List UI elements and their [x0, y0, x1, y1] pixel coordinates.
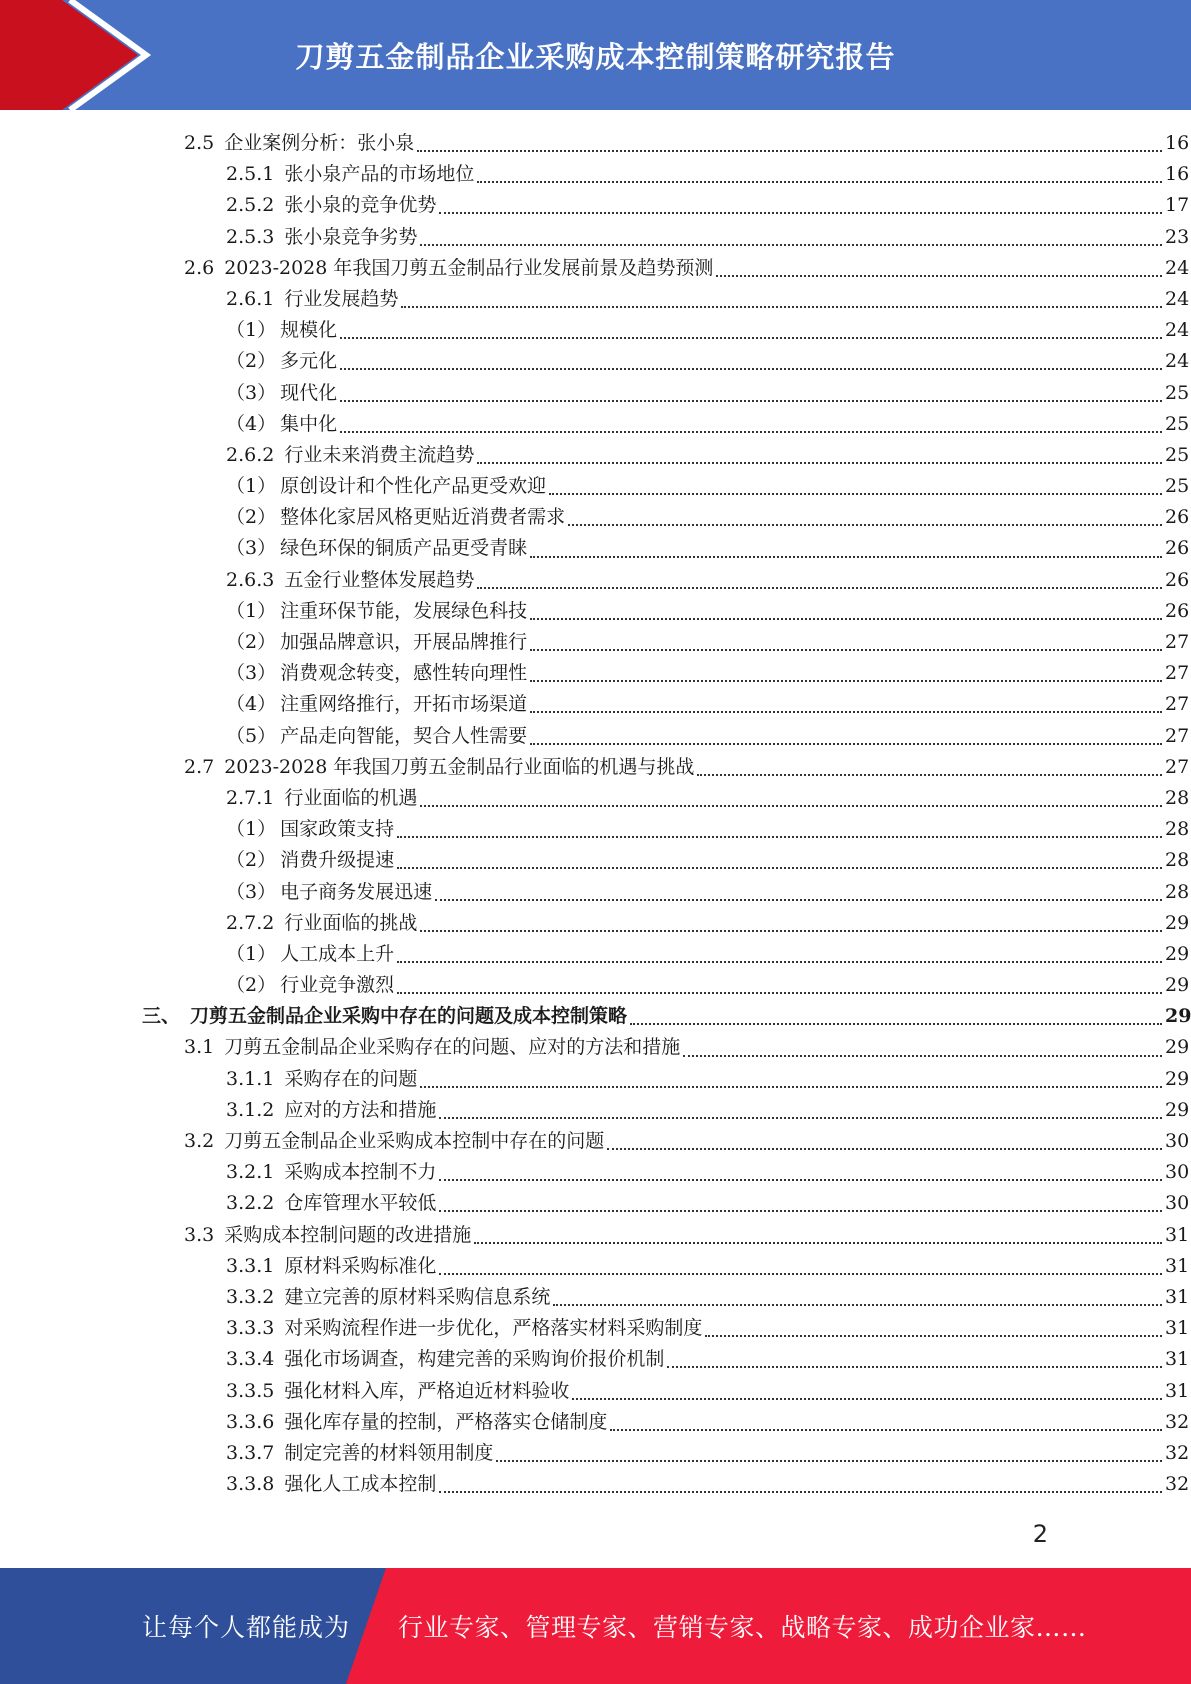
toc-entry-title: 注重环保节能，发展绿色科技: [280, 599, 528, 622]
toc-entry-page: 16: [1165, 163, 1190, 186]
toc-entry-number: 3.2: [184, 1130, 215, 1152]
toc-entry-page: 27: [1165, 724, 1190, 747]
toc-entry[interactable]: [0, 1032, 1189, 1063]
toc-dot-leader: [530, 617, 1162, 620]
toc-entry-page: 31: [1165, 1379, 1190, 1402]
toc-dot-leader: [439, 1490, 1162, 1493]
toc-dot-leader: [397, 991, 1162, 994]
toc-entry[interactable]: [0, 658, 1189, 689]
toc-entry-page: 28: [1165, 818, 1190, 841]
toc-entry-title: 消费观念转变，感性转向理性: [280, 662, 528, 685]
report-title: 刀剪五金制品企业采购成本控制策略研究报告: [295, 39, 896, 74]
toc-dot-leader: [401, 305, 1162, 308]
toc-entry-number: 2.6.1: [226, 287, 275, 310]
toc-entry[interactable]: [0, 596, 1189, 627]
toc-entry-page: 28: [1165, 786, 1190, 809]
toc-dot-leader: [530, 742, 1162, 745]
toc-entry[interactable]: [0, 502, 1189, 533]
toc-entry-page: 30: [1165, 1161, 1190, 1184]
toc-entry-number: 2.7.1: [226, 786, 275, 809]
toc-entry-page: 29: [1165, 1098, 1190, 1121]
toc-entry[interactable]: [0, 970, 1189, 1001]
toc-dot-leader: [530, 648, 1162, 651]
toc-dot-leader: [697, 773, 1162, 776]
toc-entry-page: 25: [1165, 475, 1190, 498]
toc-dot-leader: [572, 1397, 1162, 1400]
toc-dot-leader: [420, 1085, 1162, 1088]
toc-entry-page: 24: [1165, 319, 1190, 342]
toc-entry-page: 29: [1165, 1067, 1190, 1090]
toc-entry-title: 原材料采购标准化: [284, 1254, 437, 1277]
toc-entry-number: （1）: [226, 475, 277, 498]
toc-entry-number: 3.3.3: [226, 1317, 275, 1340]
toc-entry-title: 张小泉产品的市场地位: [284, 163, 475, 186]
toc-entry-page: 31: [1165, 1317, 1190, 1340]
toc-entry[interactable]: [0, 409, 1189, 440]
toc-dot-leader: [477, 180, 1162, 183]
toc-dot-leader: [439, 1178, 1162, 1181]
toc-dot-leader: [630, 1022, 1162, 1025]
toc-entry[interactable]: [0, 128, 1189, 159]
toc-entry-page: 27: [1165, 662, 1190, 685]
toc-dot-leader: [439, 1116, 1162, 1119]
toc-entry[interactable]: [0, 222, 1189, 253]
toc-entry[interactable]: [0, 315, 1189, 346]
toc-dot-leader: [397, 835, 1162, 838]
toc-entry[interactable]: [0, 1095, 1189, 1126]
toc-entry-title: 建立完善的原材料采购信息系统: [284, 1285, 551, 1308]
toc-entry-number: （2）: [226, 350, 277, 373]
toc-dot-leader: [340, 399, 1162, 402]
toc-entry[interactable]: [0, 1438, 1189, 1469]
toc-entry-number: 2.5.3: [226, 225, 275, 248]
toc-entry-title: 国家政策支持: [280, 818, 395, 841]
toc-dot-leader: [435, 898, 1162, 901]
toc-entry-page: 24: [1165, 287, 1190, 310]
toc-entry-title: 2023-2028 年我国刀剪五金制品行业面临的机遇与挑战: [224, 755, 695, 778]
toc-entry-title: 行业发展趋势: [284, 287, 399, 310]
toc-entry-title: 企业案例分析：张小泉: [224, 132, 415, 154]
toc-entry-number: （1）: [226, 319, 277, 342]
toc-entry-title: 行业面临的挑战: [284, 911, 418, 934]
toc-entry-page: 28: [1165, 880, 1190, 903]
toc-entry[interactable]: [0, 1064, 1189, 1095]
toc-dot-leader: [530, 710, 1162, 713]
toc-dot-leader: [397, 960, 1162, 963]
toc-dot-leader: [420, 929, 1162, 932]
toc-dot-leader: [530, 679, 1162, 682]
toc-entry[interactable]: [0, 190, 1189, 221]
toc-entry[interactable]: [0, 1282, 1189, 1313]
toc-entry[interactable]: [0, 877, 1189, 908]
toc-dot-leader: [439, 211, 1162, 214]
toc-entry[interactable]: [0, 1220, 1189, 1251]
toc-dot-leader: [340, 336, 1162, 339]
toc-entry-number: 3.3.5: [226, 1379, 275, 1402]
toc-entry[interactable]: [0, 783, 1189, 814]
toc-entry-page: 31: [1165, 1285, 1190, 1308]
toc-entry-number: （4）: [226, 693, 277, 716]
toc-entry-number: 3.3.2: [226, 1285, 275, 1308]
toc-entry[interactable]: [0, 1157, 1189, 1188]
toc-entry-page: 24: [1165, 350, 1190, 373]
toc-entry-number: 3.3.6: [226, 1410, 275, 1433]
toc-entry[interactable]: [0, 689, 1189, 720]
report-header: [0, 0, 1191, 110]
toc-entry[interactable]: [0, 565, 1189, 596]
toc-entry-title: 电子商务发展迅速: [280, 880, 433, 903]
toc-entry[interactable]: [0, 939, 1189, 970]
toc-entry-page: 24: [1165, 256, 1190, 279]
toc-dot-leader: [420, 243, 1162, 246]
toc-entry-page: 29: [1165, 1036, 1190, 1059]
toc-entry-title: 整体化家居风格更贴近消费者需求: [280, 506, 566, 529]
toc-entry-title: 注重网络推行，开拓市场渠道: [280, 693, 528, 716]
toc-entry-number: （3）: [226, 662, 277, 685]
toc-entry-title: 张小泉竞争劣势: [284, 225, 418, 248]
toc-entry-page: 28: [1165, 849, 1190, 872]
toc-entry-title: 现代化: [280, 381, 338, 404]
toc-entry-title: 强化材料入库，严格迫近材料验收: [284, 1379, 570, 1402]
toc-dot-leader: [340, 367, 1162, 370]
toc-entry-title: 强化市场调查，构建完善的采购询价报价机制: [284, 1348, 665, 1371]
toc-entry-number: （4）: [226, 412, 277, 435]
toc-entry-title: 人工成本上升: [280, 942, 395, 965]
toc-entry-title: 刀剪五金制品企业采购中存在的问题及成本控制策略: [190, 1005, 628, 1028]
toc-entry[interactable]: [0, 1126, 1189, 1157]
toc-entry[interactable]: [0, 159, 1189, 190]
toc-entry-page: 29: [1165, 1005, 1191, 1028]
toc-entry-page: 16: [1165, 132, 1190, 154]
toc-dot-leader: [477, 586, 1162, 589]
toc-entry-title: 原创设计和个性化产品更受欢迎: [280, 475, 547, 498]
toc-dot-leader: [397, 866, 1162, 869]
footer-slogan-left: 让每个人都能成为: [142, 1613, 351, 1642]
toc-entry-page: 27: [1165, 693, 1190, 716]
toc-entry[interactable]: [0, 1407, 1189, 1438]
toc-dot-leader: [439, 1272, 1162, 1275]
toc-entry-number: 3.3.7: [226, 1441, 275, 1464]
toc-entry-number: （3）: [226, 537, 277, 560]
toc-entry-page: 32: [1165, 1410, 1190, 1433]
toc-entry-title: 多元化: [280, 350, 338, 373]
toc-entry[interactable]: [0, 1469, 1189, 1500]
toc-entry-page: 30: [1165, 1130, 1190, 1152]
toc-entry-page: 30: [1165, 1192, 1190, 1215]
toc-entry-number: 3.3: [184, 1223, 215, 1246]
toc-entry-number: （2）: [226, 631, 277, 653]
toc-entry-title: 行业未来消费主流趋势: [284, 443, 475, 466]
toc-entry-number: 3.3.4: [226, 1348, 275, 1371]
footer-banner: [0, 1568, 1191, 1684]
toc-dot-leader: [705, 1334, 1162, 1337]
toc-dot-leader: [568, 523, 1162, 526]
toc-entry-number: （2）: [226, 849, 277, 872]
toc-entry-number: 3.2.1: [226, 1161, 275, 1184]
header-arrow-decoration: [0, 0, 160, 110]
toc-entry-page: 26: [1165, 599, 1190, 622]
toc-entry-number: （1）: [226, 599, 277, 622]
toc-entry[interactable]: [0, 908, 1189, 939]
toc-entry-number: 2.5: [184, 132, 215, 154]
toc-dot-leader: [716, 274, 1162, 277]
toc-entry-number: 2.5.2: [226, 194, 275, 217]
toc-entry-page: 29: [1165, 911, 1190, 934]
toc-dot-leader: [610, 1428, 1162, 1431]
toc-entry-title: 对采购流程作进一步优化，严格落实材料采购制度: [284, 1317, 703, 1340]
toc-entry-number: 3.2.2: [226, 1192, 275, 1215]
toc-entry-title: 张小泉的竞争优势: [284, 194, 437, 217]
toc-entry[interactable]: [0, 752, 1189, 783]
toc-entry-number: （1）: [226, 818, 277, 841]
toc-entry-title: 采购存在的问题: [284, 1067, 418, 1090]
toc-entry-number: （5）: [226, 724, 277, 747]
toc-entry-number: （3）: [226, 381, 277, 404]
toc-entry-title: 采购成本控制问题的改进措施: [224, 1223, 472, 1246]
toc-dot-leader: [683, 1054, 1162, 1057]
toc-entry-title: 消费升级提速: [280, 849, 395, 872]
toc-entry-title: 2023-2028 年我国刀剪五金制品行业发展前景及趋势预测: [224, 256, 714, 279]
toc-entry[interactable]: [0, 1344, 1189, 1375]
toc-entry-page: 26: [1165, 506, 1190, 529]
toc-entry-title: 行业面临的机遇: [284, 786, 418, 809]
toc-entry[interactable]: [0, 1001, 1189, 1032]
toc-entry-number: （1）: [226, 942, 277, 965]
toc-entry-page: 25: [1165, 412, 1190, 435]
toc-entry-page: 25: [1165, 443, 1190, 466]
toc-entry-page: 27: [1165, 631, 1190, 653]
toc-entry-title: 刀剪五金制品企业采购存在的问题、应对的方法和措施: [224, 1036, 681, 1059]
toc-entry[interactable]: [0, 1376, 1189, 1407]
toc-entry-title: 五金行业整体发展趋势: [284, 568, 475, 591]
toc-dot-leader: [477, 461, 1162, 464]
toc-entry-page: 29: [1165, 974, 1190, 997]
toc-entry[interactable]: [0, 346, 1189, 377]
toc-entry-title: 采购成本控制不力: [284, 1161, 437, 1184]
toc-dot-leader: [474, 1241, 1162, 1244]
toc-entry[interactable]: [0, 284, 1189, 315]
toc-dot-leader: [439, 1209, 1162, 1212]
toc-entry-title: 应对的方法和措施: [284, 1098, 437, 1121]
toc-entry-page: 26: [1165, 537, 1190, 560]
toc-dot-leader: [667, 1365, 1162, 1368]
toc-entry-title: 强化人工成本控制: [284, 1473, 437, 1496]
toc-entry-page: 27: [1165, 755, 1190, 778]
toc-entry-number: 3.1: [184, 1036, 215, 1059]
toc-entry-title: 加强品牌意识，开展品牌推行: [280, 631, 528, 653]
toc-entry-number: 三、: [142, 1005, 181, 1028]
toc-dot-leader: [607, 1147, 1162, 1150]
toc-entry[interactable]: [0, 471, 1189, 502]
toc-entry-page: 29: [1165, 942, 1190, 965]
toc-entry[interactable]: [0, 814, 1189, 845]
table-of-contents: [0, 128, 1191, 1500]
toc-entry-title: 制定完善的材料领用制度: [284, 1441, 494, 1464]
toc-entry-number: 2.6.3: [226, 568, 275, 591]
toc-entry-title: 强化库存量的控制，严格落实仓储制度: [284, 1410, 608, 1433]
toc-entry[interactable]: [0, 533, 1189, 564]
toc-entry-title: 规模化: [280, 319, 338, 342]
toc-entry[interactable]: [0, 845, 1189, 876]
toc-entry[interactable]: [0, 253, 1189, 284]
toc-dot-leader: [549, 492, 1162, 495]
toc-entry-page: 32: [1165, 1473, 1190, 1496]
toc-entry-page: 31: [1165, 1223, 1190, 1246]
toc-entry-number: 3.1.2: [226, 1098, 275, 1121]
toc-entry[interactable]: [0, 378, 1189, 409]
toc-entry-title: 产品走向智能，契合人性需要: [280, 724, 528, 747]
toc-entry-number: （2）: [226, 974, 277, 997]
toc-entry-page: 26: [1165, 568, 1190, 591]
toc-entry-page: 23: [1165, 225, 1190, 248]
toc-entry-title: 刀剪五金制品企业采购成本控制中存在的问题: [224, 1130, 605, 1152]
toc-entry-page: 32: [1165, 1441, 1190, 1464]
toc-entry-number: 2.7.2: [226, 911, 275, 934]
toc-entry[interactable]: [0, 1188, 1189, 1219]
toc-entry-number: （2）: [226, 506, 277, 529]
toc-entry-number: 3.3.1: [226, 1254, 275, 1277]
toc-entry-number: （3）: [226, 880, 277, 903]
toc-entry[interactable]: [0, 627, 1189, 658]
toc-dot-leader: [420, 804, 1162, 807]
toc-entry-page: 25: [1165, 381, 1190, 404]
toc-dot-leader: [530, 555, 1162, 558]
toc-entry[interactable]: [0, 1313, 1189, 1344]
toc-entry[interactable]: [0, 721, 1189, 752]
footer-slogan-right: 行业专家、管理专家、营销专家、战略专家、成功企业家……: [398, 1613, 1087, 1642]
toc-entry-number: 2.6.2: [226, 443, 275, 466]
toc-entry-page: 31: [1165, 1348, 1190, 1371]
toc-entry-number: 2.7: [184, 755, 215, 778]
toc-dot-leader: [417, 149, 1162, 152]
toc-entry-page: 31: [1165, 1254, 1190, 1277]
toc-entry-title: 绿色环保的铜质产品更受青睐: [280, 537, 528, 560]
toc-entry-number: 2.6: [184, 256, 215, 279]
toc-dot-leader: [553, 1303, 1162, 1306]
toc-entry-title: 仓库管理水平较低: [284, 1192, 437, 1215]
toc-entry-title: 行业竞争激烈: [280, 974, 395, 997]
toc-entry[interactable]: [0, 1251, 1189, 1282]
page-number: 2: [1032, 1520, 1048, 1548]
toc-entry-title: 集中化: [280, 412, 338, 435]
toc-dot-leader: [496, 1459, 1162, 1462]
toc-entry-page: 17: [1165, 194, 1190, 217]
toc-entry-number: 3.3.8: [226, 1473, 275, 1496]
toc-dot-leader: [340, 430, 1162, 433]
toc-entry[interactable]: [0, 440, 1189, 471]
toc-entry-number: 3.1.1: [226, 1067, 275, 1090]
toc-entry-number: 2.5.1: [226, 163, 275, 186]
